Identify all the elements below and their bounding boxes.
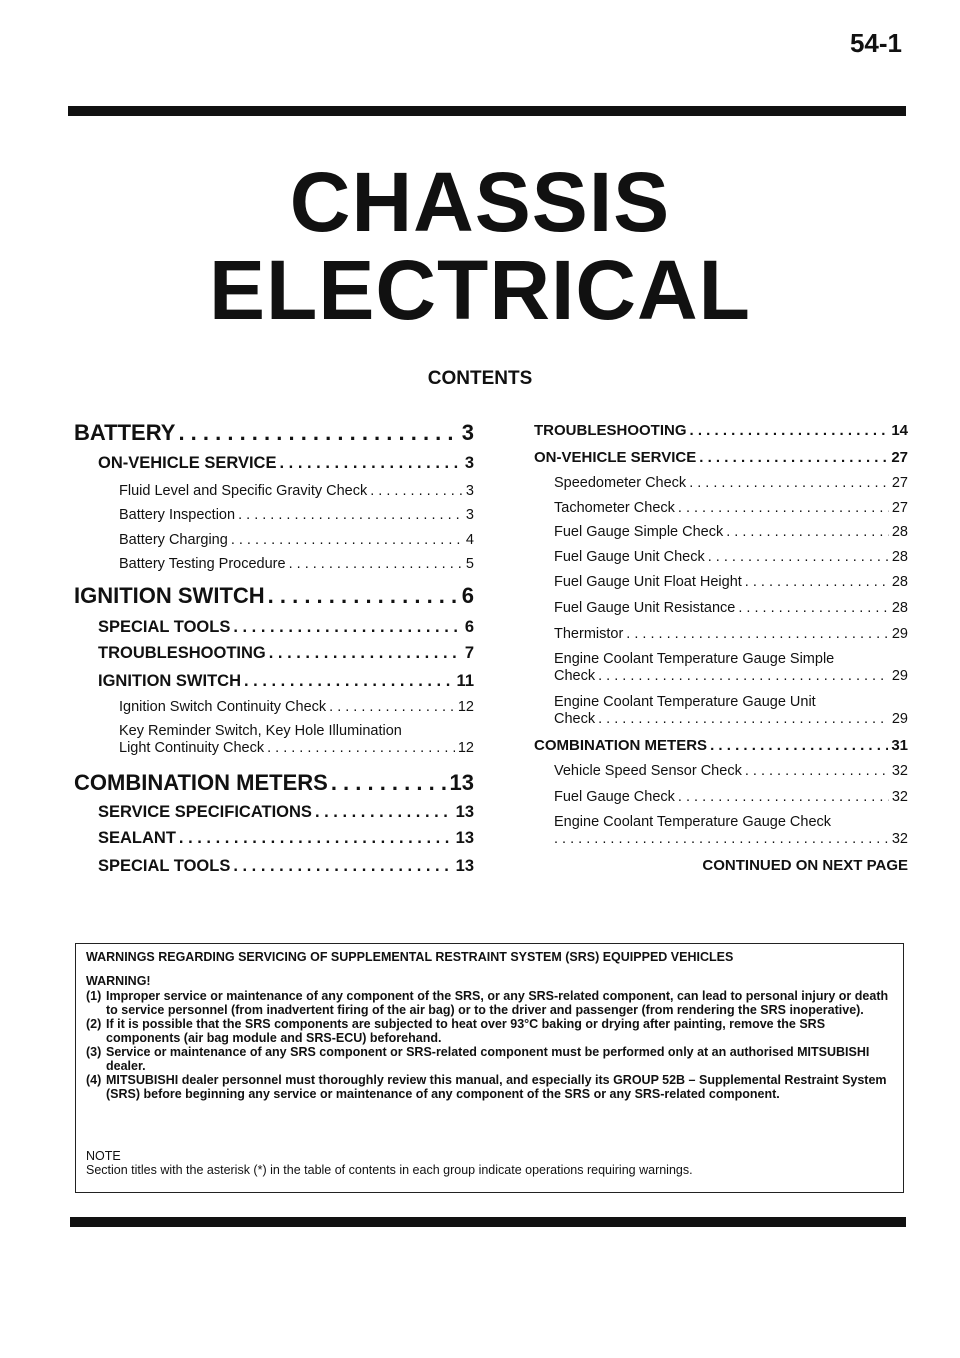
toc-title: Fluid Level and Specific Gravity Check xyxy=(119,483,368,499)
top-rule xyxy=(68,106,906,116)
toc-page: 27 xyxy=(891,449,908,466)
toc-entry-inspection[interactable] xyxy=(74,507,474,523)
toc-entry-troubleshooting[interactable] xyxy=(534,422,908,439)
toc-title: Fuel Gauge Unit Check xyxy=(554,549,705,565)
toc-page: 11 xyxy=(456,672,474,690)
toc-title: COMBINATION METERS xyxy=(74,770,328,795)
toc-title-line: Check xyxy=(554,668,596,684)
toc-page: 29 xyxy=(891,668,908,684)
toc-page: 3 xyxy=(461,420,474,445)
toc-title-line: Check xyxy=(554,711,596,727)
toc-page: 3 xyxy=(465,507,474,523)
warning-heading: WARNINGS REGARDING SERVICING OF SUPPLEMENTAL RESTRAINT SYSTEM (SRS) EQUIPPED VEHICLES xyxy=(86,950,734,964)
toc-page: 28 xyxy=(891,600,908,616)
toc-entry-combination-meters[interactable] xyxy=(74,770,474,796)
toc-page: 32 xyxy=(891,831,908,847)
toc-title: ON-VEHICLE SERVICE xyxy=(98,454,277,472)
toc-page: 6 xyxy=(464,618,474,636)
toc-entry-combination-meters-right[interactable] xyxy=(534,737,908,754)
toc-entry-vss[interactable] xyxy=(534,763,908,779)
toc-page: 5 xyxy=(465,556,474,572)
toc-page: 32 xyxy=(891,789,908,805)
toc-entry-ect-check[interactable] xyxy=(534,814,908,848)
bottom-rule xyxy=(70,1217,906,1227)
toc-entry-charging[interactable] xyxy=(74,532,474,548)
toc-title: Fuel Gauge Simple Check xyxy=(554,524,724,540)
toc-title: Battery Testing Procedure xyxy=(119,556,286,572)
toc-title-line: Engine Coolant Temperature Gauge Unit xyxy=(554,694,816,710)
toc-entry-key-reminder[interactable] xyxy=(74,723,474,757)
warning-item: (4) MITSUBISHI dealer personnel must thoroughly review this manual, and especially its GROUP 52B – Supplemental Restraint System (SRS) before beginning any service or maintenance of any component of the SRS or any SRS-related component. xyxy=(86,1073,887,1101)
toc-title: Fuel Gauge Unit Float Height xyxy=(554,574,742,590)
toc-page: 28 xyxy=(891,549,908,565)
toc-page: 13 xyxy=(455,857,474,875)
warning-item: (3) Service or maintenance of any SRS component or SRS-related component must be performed only at an authorised MITSUBISHI dealer. xyxy=(86,1045,870,1073)
toc-title: IGNITION SWITCH xyxy=(98,672,241,690)
toc-page: 31 xyxy=(891,737,908,754)
toc-title: SERVICE SPECIFICATIONS xyxy=(98,803,312,821)
toc-title: Battery Inspection xyxy=(119,507,236,523)
toc-page: 28 xyxy=(891,574,908,590)
title-line-2: ELECTRICAL xyxy=(209,243,751,337)
toc-entry-fuel-gauge-check[interactable] xyxy=(534,789,908,805)
toc-title: SPECIAL TOOLS xyxy=(98,857,231,875)
toc-entry-comb-special-tools[interactable] xyxy=(74,857,474,876)
toc-entry-ignition-switch[interactable] xyxy=(74,583,474,609)
toc-page: 12 xyxy=(457,740,474,756)
toc-page: 6 xyxy=(461,583,474,608)
warning-item: (2) If it is possible that the SRS components are subjected to heat over 93°C baking or drying after painting, remove the SRS components (air bag module and SRS-ECU) beforehand. xyxy=(86,1017,826,1045)
toc-page: 13 xyxy=(455,803,474,821)
toc-entry-testing[interactable] xyxy=(74,556,474,572)
toc-title: Fuel Gauge Check xyxy=(554,789,675,805)
contents-heading: CONTENTS xyxy=(427,368,533,389)
toc-title-line: Key Reminder Switch, Key Hole Illumination xyxy=(119,723,402,739)
note-heading: NOTE xyxy=(86,1149,121,1163)
toc-entry-ign-troubleshooting[interactable] xyxy=(74,644,474,663)
toc-title: Vehicle Speed Sensor Check xyxy=(554,763,742,779)
toc-title-line: Light Continuity Check xyxy=(119,740,265,756)
toc-title: Thermistor xyxy=(554,626,624,642)
toc-page: 3 xyxy=(464,454,474,472)
toc-page: 27 xyxy=(891,500,908,516)
toc-page: 7 xyxy=(464,644,474,662)
toc-entry-battery-onvehicle[interactable] xyxy=(74,454,474,473)
warning-item: (1) Improper service or maintenance of any component of the SRS, or any SRS-related component, can lead to personal injury or death to service personnel (from inadvertent firing of the air bag) or to the driver and passenger (from rendering the SRS inoperative). xyxy=(86,989,889,1017)
toc-entry-fuel-float[interactable] xyxy=(534,574,908,590)
toc-entry-ect-simple[interactable] xyxy=(534,651,908,685)
toc-title-line: Engine Coolant Temperature Gauge Check xyxy=(554,814,832,830)
toc-entry-sealant[interactable] xyxy=(74,829,474,848)
warning-items xyxy=(86,989,898,1101)
toc-title: Speedometer Check xyxy=(554,475,687,491)
toc-title: Fuel Gauge Unit Resistance xyxy=(554,600,736,616)
srs-warning-box xyxy=(75,943,904,1193)
toc-page: 29 xyxy=(891,626,908,642)
toc-page: 13 xyxy=(449,770,474,795)
toc-title: SPECIAL TOOLS xyxy=(98,618,231,636)
toc-page: 32 xyxy=(891,763,908,779)
toc-entry-tachometer[interactable] xyxy=(534,500,908,516)
toc-entry-speedometer[interactable] xyxy=(534,475,908,491)
toc-page: 29 xyxy=(891,711,908,727)
toc-title: Battery Charging xyxy=(119,532,228,548)
toc-page: 4 xyxy=(465,532,474,548)
toc-entry-thermistor[interactable] xyxy=(534,626,908,642)
continued-notice: CONTINUED ON NEXT PAGE xyxy=(702,857,908,874)
toc-title: Ignition Switch Continuity Check xyxy=(119,699,327,715)
toc-entry-ign-continuity[interactable] xyxy=(74,699,474,715)
toc-page: 13 xyxy=(455,829,474,847)
toc-title: BATTERY xyxy=(74,420,176,445)
toc-title: Tachometer Check xyxy=(554,500,675,516)
note-text: Section titles with the asterisk (*) in the table of contents in each group indicate operations requiring warnings. xyxy=(86,1163,693,1177)
toc-entry-ect-unit[interactable] xyxy=(534,694,908,728)
toc-title: IGNITION SWITCH xyxy=(74,583,265,608)
toc-entry-onvehicle-service[interactable] xyxy=(534,449,908,466)
toc-entry-fuel-simple[interactable] xyxy=(534,524,908,540)
toc-entry-ign-switch[interactable] xyxy=(74,672,474,691)
toc-title: TROUBLESHOOTING xyxy=(98,644,266,662)
toc-title: TROUBLESHOOTING xyxy=(534,422,687,439)
warning-title: WARNING! xyxy=(86,974,151,988)
page-number: 54-1 xyxy=(849,28,902,58)
title-line-1: CHASSIS xyxy=(289,155,671,249)
toc-entry-ign-special-tools[interactable] xyxy=(74,618,474,637)
toc-page: 27 xyxy=(891,475,908,491)
toc-page: 14 xyxy=(891,422,908,439)
toc-entry-fuel-resistance[interactable] xyxy=(534,600,908,616)
toc-title-line: Engine Coolant Temperature Gauge Simple xyxy=(554,651,835,667)
toc-entry-battery[interactable] xyxy=(74,420,474,446)
toc-entry-service-specifications[interactable] xyxy=(74,803,474,822)
toc-page: 12 xyxy=(457,699,474,715)
toc-title: COMBINATION METERS xyxy=(534,737,708,754)
toc-entry-fluid[interactable] xyxy=(74,483,474,499)
toc-title: SEALANT xyxy=(98,829,176,847)
toc-title: ON-VEHICLE SERVICE xyxy=(534,449,697,466)
toc-page: 3 xyxy=(465,483,474,499)
toc-entry-fuel-unit[interactable] xyxy=(534,549,908,565)
toc-page: 28 xyxy=(891,524,908,540)
